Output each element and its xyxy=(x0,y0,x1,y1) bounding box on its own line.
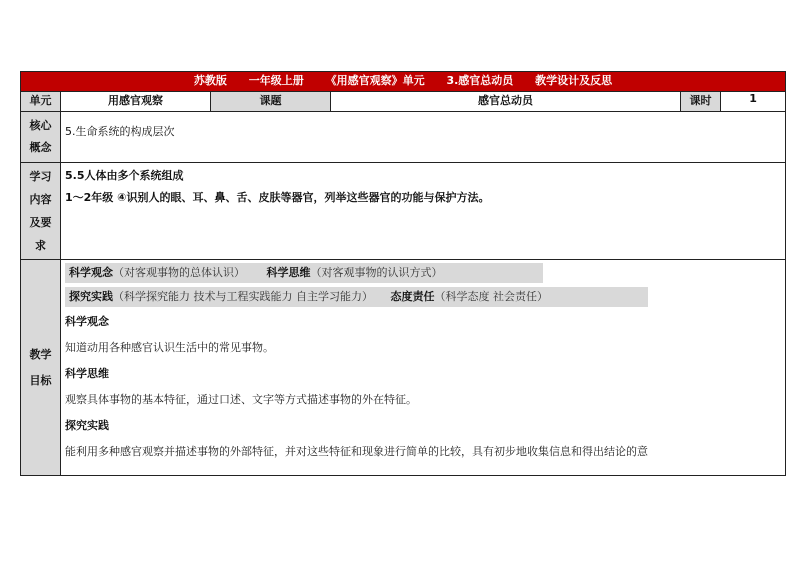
goals-label xyxy=(21,260,61,476)
lesson-plan-table xyxy=(20,71,786,476)
core-concept-label-text: 核心概念 xyxy=(29,119,52,154)
period-value: 1 xyxy=(721,92,786,112)
learning-line-1: 5.5人体由多个系统组成 xyxy=(65,169,184,182)
goal-text-3: 能利用多种感官观察并描述事物的外部特征，并对这些特征和现象进行简单的比较，具有初步地收集信息和得出结论的意 xyxy=(65,445,648,458)
tag-science-thinking: 科学思维 xyxy=(266,266,311,279)
tag-science-thinking-note: （对客观事物的认识方式） xyxy=(310,266,443,279)
title-publisher: 苏教版 xyxy=(193,74,227,87)
lesson-value: 感官总动员 xyxy=(331,92,681,112)
goal-items xyxy=(61,307,785,467)
core-concept-label xyxy=(21,112,61,163)
title-row xyxy=(21,72,786,92)
goal-heading-3: 探究实践 xyxy=(65,419,109,432)
goals-row xyxy=(21,260,786,476)
document-title xyxy=(21,72,786,92)
goal-heading-1: 科学观念 xyxy=(65,315,109,328)
tag-inquiry-practice-note: （科学探究能力 技术与工程实践能力 自主学习能力） xyxy=(113,290,373,303)
tag-science-concept-note: （对客观事物的总体认识） xyxy=(113,266,245,279)
tag-attitude-responsibility: 态度责任 xyxy=(390,290,435,303)
tag-inquiry-practice: 探究实践 xyxy=(69,290,113,303)
tag-attitude-responsibility-note: （科学态度 社会责任） xyxy=(434,290,548,303)
goal-tags-row-2 xyxy=(65,287,648,307)
goals-label-text: 教学目标 xyxy=(29,347,52,387)
learning-cell xyxy=(61,163,786,260)
goal-text-2: 观察具体事物的基本特征，通过口述、文字等方式描述事物的外在特征。 xyxy=(65,393,417,406)
learning-label xyxy=(21,163,61,260)
core-concept-text: 5.生命系统的构成层次 xyxy=(65,125,175,138)
tag-science-concept: 科学观念 xyxy=(69,266,113,279)
title-lesson: 3.感官总动员 xyxy=(446,74,514,87)
unit-value: 用感官观察 xyxy=(61,92,211,112)
title-unit: 《用感官观察》单元 xyxy=(325,74,425,87)
learning-line-2: 1～2年级 ④识别人的眼、耳、鼻、舌、皮肤等器官，列举这些器官的功能与保护方法。 xyxy=(65,191,490,204)
learning-label-text: 学习内容及要求 xyxy=(29,170,52,252)
period-label: 课时 xyxy=(681,92,721,112)
title-grade: 一年级上册 xyxy=(248,74,304,87)
lesson-label: 课题 xyxy=(211,92,331,112)
unit-label: 单元 xyxy=(21,92,61,112)
title-doc-type: 教学设计及反思 xyxy=(535,74,613,87)
goals-cell xyxy=(61,260,786,476)
core-concept-row xyxy=(21,112,786,163)
core-concept-cell xyxy=(61,112,786,163)
header-row xyxy=(21,92,786,112)
goal-heading-2: 科学思维 xyxy=(65,367,109,380)
goal-tags-row-1 xyxy=(65,263,543,283)
learning-row xyxy=(21,163,786,260)
goal-text-1: 知道动用各种感官认识生活中的常见事物。 xyxy=(65,341,274,354)
